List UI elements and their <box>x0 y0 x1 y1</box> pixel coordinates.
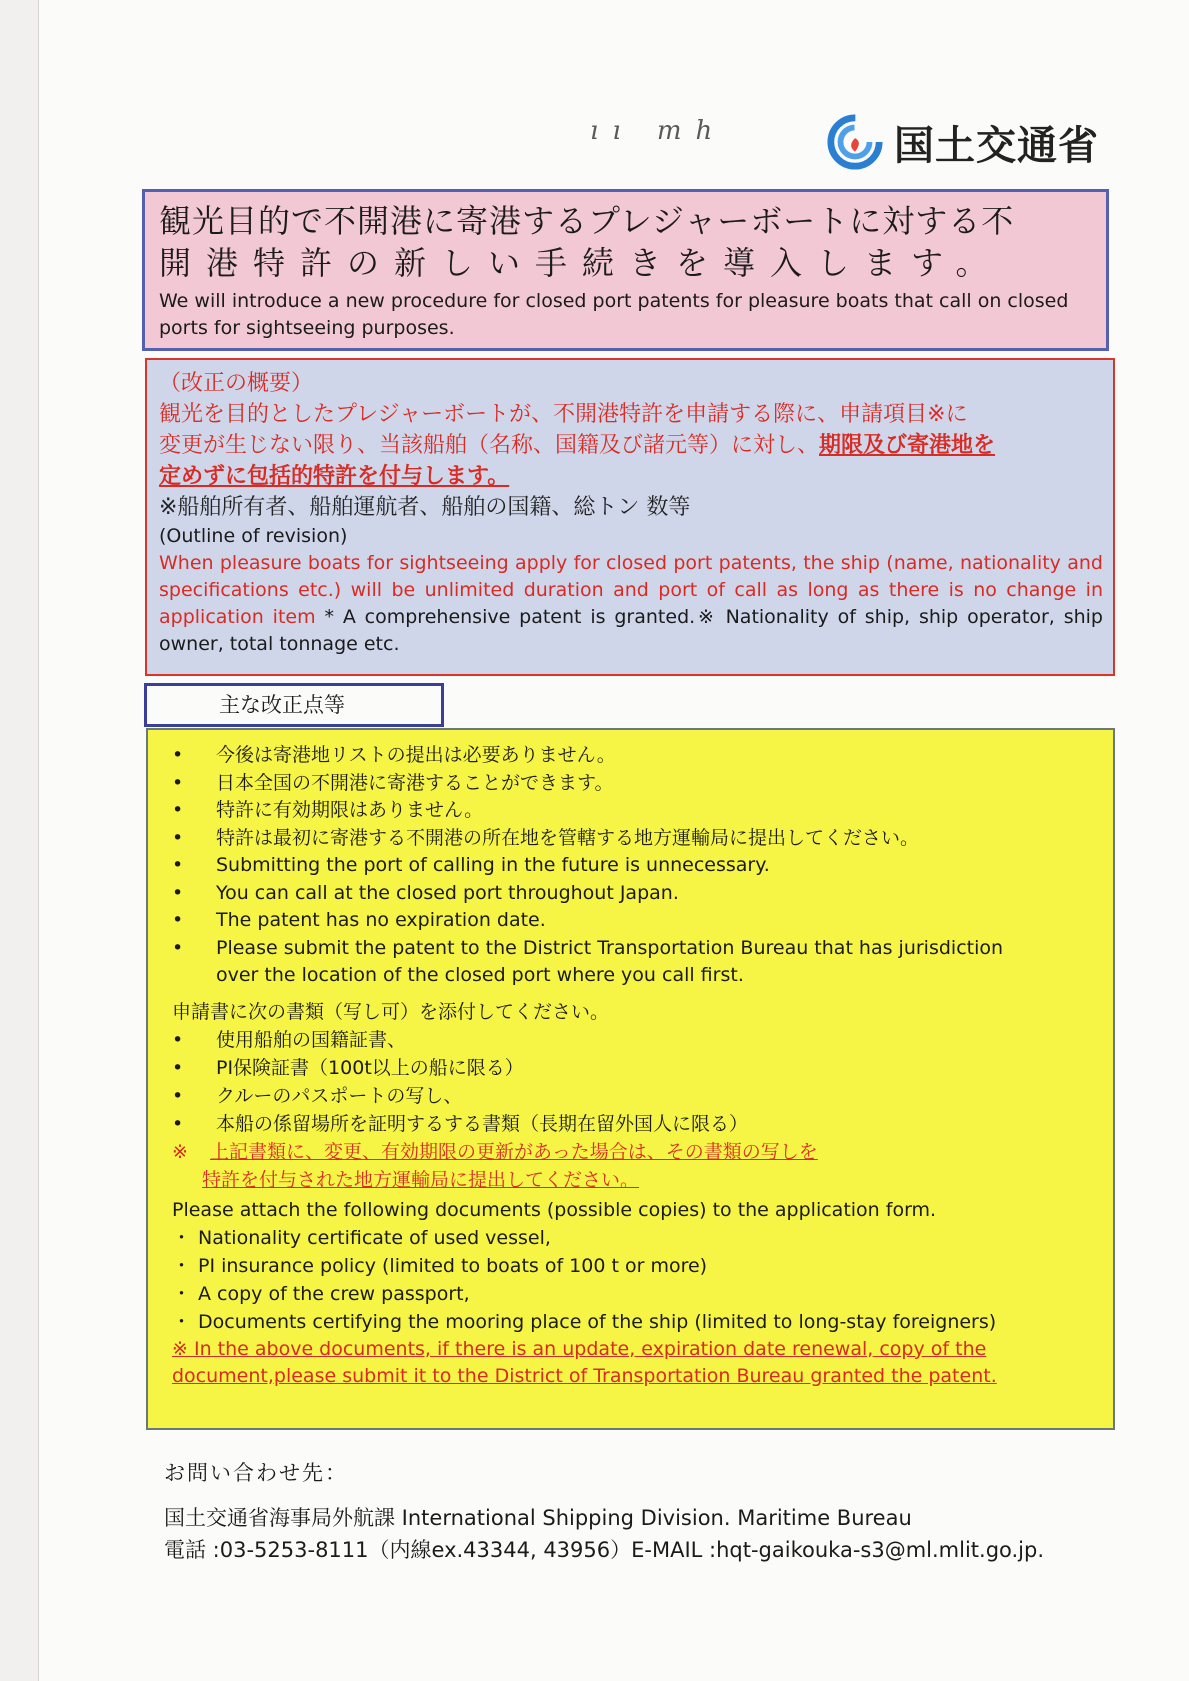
doc-item-en <box>172 1224 1101 1252</box>
doc-item-en <box>172 1308 1101 1336</box>
doc-item-text: Documents certifying the mooring place of the ship (limited to long-stay foreigners) <box>198 1310 997 1333</box>
list-item-text: The patent has no expiration date. <box>216 909 546 931</box>
ministry-logo <box>826 112 1099 172</box>
outline-jp-line1: 観光を目的としたプレジャーボートが、不開港特許を申請する際に、申請項目※に <box>159 402 968 427</box>
warning-jp-line1 <box>172 1138 1101 1166</box>
list-item <box>172 825 1101 853</box>
section-label: 主な改正点等 <box>144 683 444 727</box>
outline-note-jp: ※船舶所有者、船舶運航者、船舶の国籍、総トン 数等 <box>159 495 691 520</box>
doc-item-text: クルーのパスポートの写し、 <box>216 1084 463 1107</box>
list-item-text: You can call at the closed port throughout Japan. <box>216 881 679 904</box>
bullet: • <box>172 771 184 794</box>
warning-jp-line2: 特許を付与された地方運輸局に提出してください。 <box>202 1168 640 1191</box>
outline-box <box>145 358 1115 676</box>
contact-division: 国土交通省海事局外航課 International Shipping Division. Maritime Bureau <box>164 1506 912 1530</box>
main-points-box <box>146 728 1115 1430</box>
bullet: • <box>172 936 184 959</box>
outline-jp-emphasis-cont: 定めずに包括的特許を付与します。 <box>159 464 510 489</box>
outline-en <box>159 550 1103 658</box>
outline-jp-line3 <box>159 461 1103 492</box>
list-item <box>172 935 1101 990</box>
contact-phone-email: 電話 :03-5253-8111（内線ex.43344, 43956）E-MAIL :hqt-gaikouka-s3@ml.mlit.go.jp. <box>164 1538 1045 1562</box>
doc-item-jp <box>172 1110 1101 1138</box>
bullet: • <box>172 1056 184 1079</box>
doc-item-jp <box>172 1054 1101 1082</box>
bullet: • <box>172 826 184 849</box>
doc-item-en <box>172 1252 1101 1280</box>
doc-item-text: PI insurance policy (limited to boats of 100 t or more) <box>198 1254 708 1277</box>
list-item-text: 特許は最初に寄港する不開港の所在地を管轄する地方運輸局に提出してください。 <box>216 826 920 849</box>
list-item-text: Submitting the port of calling in the future is unnecessary. <box>216 854 770 876</box>
list-item-text: Please submit the patent to the District Transportation Bureau that has jurisdiction over the location of the closed port where you call first. <box>216 936 1004 986</box>
bullet: • <box>172 1084 184 1107</box>
doc-item-text: A copy of the crew passport, <box>198 1282 470 1305</box>
mlit-swirl-logo-icon <box>826 113 884 171</box>
list-item <box>172 852 1101 880</box>
bullet: • <box>172 909 184 931</box>
bullet: • <box>172 1112 184 1135</box>
list-item-text: 今後は寄港地リストの提出は必要ありません。 <box>216 744 616 766</box>
list-item <box>172 907 1101 935</box>
bullet: • <box>172 744 184 766</box>
title-jp-line1: 観光目的で不開港に寄港するプレジャーボートに対する不 <box>159 202 1015 240</box>
handwritten-mark: ıı mh <box>590 116 727 146</box>
bullet: • <box>172 799 184 821</box>
warning-en: ※ In the above documents, if there is an update, expiration date renewal, copy of the document,please submit it to the District of Transportation Bureau granted the patent. <box>172 1337 997 1387</box>
outline-jp-line2-text: 変更が生じない限り、当該船舶（名称、国籍及び諸元等）に対し、 <box>159 433 820 458</box>
outline-jp-emphasis: 期限及び寄港地を <box>819 433 996 458</box>
doc-item-text: 本船の係留場所を証明するする書類（長期在留外国人に限る） <box>216 1112 749 1135</box>
doc-item-jp <box>172 1082 1101 1110</box>
docs-intro-jp: 申請書に次の書類（写し可）を添付してください。 <box>172 1000 610 1023</box>
warning-jp-text1: 上記書類に、変更、有効期限の更新があった場合は、その書類の写しを <box>210 1140 818 1163</box>
ministry-name: 国土交通省 <box>894 122 1099 169</box>
list-item <box>172 742 1101 770</box>
bullet: ・ <box>172 1282 192 1305</box>
list-item-text: 特許に有効期限はありません。 <box>216 799 484 821</box>
outline-en-black: * A comprehensive patent is granted.※ Nationality of ship, ship operator, ship owner, total tonnage etc. <box>159 606 1103 655</box>
contact-heading: お問い合わせ先： <box>164 1461 348 1485</box>
bullet: • <box>172 881 184 904</box>
list-item-text: 日本全国の不開港に寄港することができます。 <box>216 771 614 794</box>
outline-en-red: When pleasure boats for sightseeing apply for closed port patents, the ship (name, nationality and specifications etc.) will be unlimited duration and port of call as long as there is no change in application item <box>159 552 1103 628</box>
outline-heading-en: (Outline of revision) <box>159 525 348 547</box>
list-item <box>172 797 1101 825</box>
doc-item-jp <box>172 1026 1101 1054</box>
bullet: • <box>172 1028 184 1051</box>
bullet: ・ <box>172 1226 192 1249</box>
list-item <box>172 880 1101 908</box>
list-item <box>172 770 1101 798</box>
doc-item-en <box>172 1280 1101 1308</box>
outline-jp-line2 <box>159 430 1103 461</box>
title-en: We will introduce a new procedure for closed port patents for pleasure boats that call on closed ports for sightseeing purposes. <box>159 290 1069 339</box>
bullet: • <box>172 854 184 876</box>
contact-section <box>164 1458 1044 1566</box>
doc-item-text: PI保険証書（100t以上の船に限る） <box>216 1056 524 1079</box>
title-jp-line2: 開港特許の新しい手続きを導入します。 <box>159 244 1003 282</box>
outline-heading-jp: （改正の概要） <box>159 371 314 396</box>
title-box <box>142 189 1109 351</box>
docs-intro-en: Please attach the following documents (possible copies) to the application form. <box>172 1198 937 1221</box>
bullet: ・ <box>172 1254 192 1277</box>
warning-mark: ※ <box>172 1140 188 1163</box>
doc-item-text: Nationality certificate of used vessel, <box>198 1226 551 1249</box>
doc-item-text: 使用船舶の国籍証書、 <box>216 1028 407 1051</box>
bullet: ・ <box>172 1310 192 1333</box>
